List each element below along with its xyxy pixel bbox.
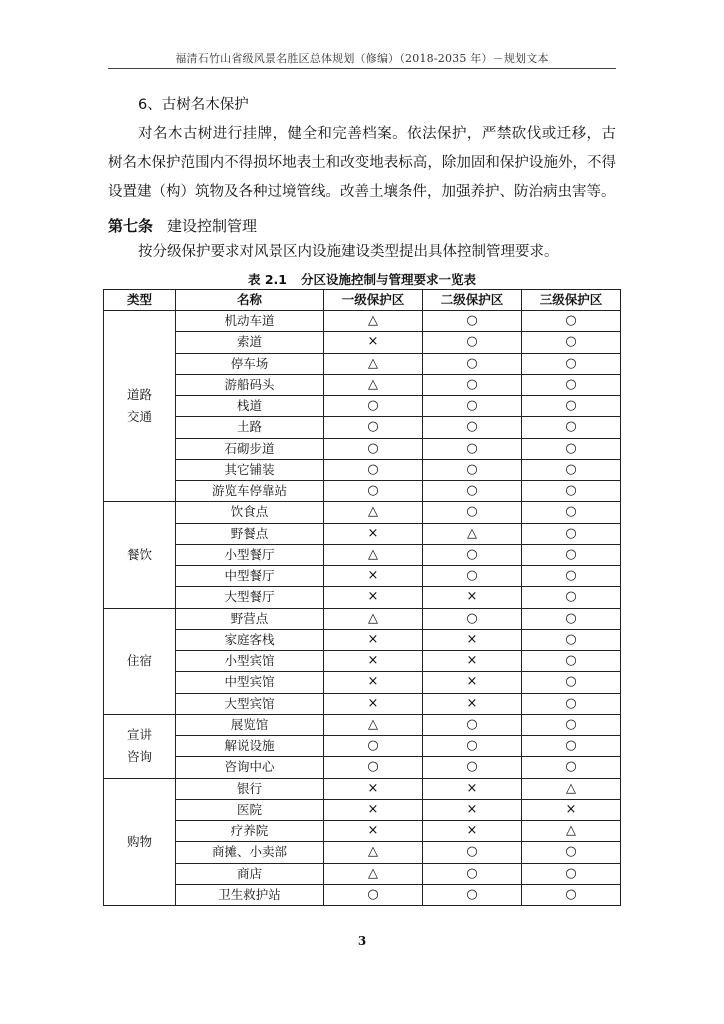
header-level-1: 一级保护区 bbox=[324, 290, 423, 311]
facility-name-cell: 疗养院 bbox=[176, 821, 324, 842]
control-level-2-cell: ○ bbox=[423, 396, 522, 417]
table-body bbox=[104, 311, 621, 906]
table-row bbox=[104, 438, 621, 459]
table-row bbox=[104, 396, 621, 417]
control-level-3-cell: ○ bbox=[522, 481, 621, 502]
table-row bbox=[104, 353, 621, 374]
table-row bbox=[104, 523, 621, 544]
category-label: 宣讲 bbox=[126, 727, 152, 743]
control-level-1-cell: ○ bbox=[324, 438, 423, 459]
table-row bbox=[104, 459, 621, 480]
facility-name-cell: 游览车停靠站 bbox=[176, 481, 324, 502]
control-level-2-cell: × bbox=[423, 799, 522, 820]
category-label: 交通 bbox=[126, 409, 152, 425]
table-row bbox=[104, 544, 621, 565]
facility-name-cell: 栈道 bbox=[176, 396, 324, 417]
control-level-2-cell: ○ bbox=[423, 736, 522, 757]
control-level-1-cell: × bbox=[324, 332, 423, 353]
control-level-2-cell: ○ bbox=[423, 544, 522, 565]
control-level-1-cell: △ bbox=[324, 842, 423, 863]
control-level-2-cell: ○ bbox=[423, 459, 522, 480]
facility-name-cell: 停车场 bbox=[176, 353, 324, 374]
control-level-2-cell: × bbox=[423, 651, 522, 672]
table-row bbox=[104, 417, 621, 438]
control-level-2-cell: ○ bbox=[423, 332, 522, 353]
control-level-1-cell: ○ bbox=[324, 396, 423, 417]
facility-name-cell: 咨询中心 bbox=[176, 757, 324, 778]
control-level-3-cell: ○ bbox=[522, 459, 621, 480]
facility-name-cell: 大型宾馆 bbox=[176, 693, 324, 714]
control-level-3-cell: ○ bbox=[522, 608, 621, 629]
control-level-3-cell: ○ bbox=[522, 651, 621, 672]
table-row bbox=[104, 502, 621, 523]
control-level-1-cell: △ bbox=[324, 353, 423, 374]
control-level-1-cell: × bbox=[324, 778, 423, 799]
facility-name-cell: 银行 bbox=[176, 778, 324, 799]
control-level-1-cell: ○ bbox=[324, 417, 423, 438]
facility-name-cell: 其它铺装 bbox=[176, 459, 324, 480]
control-level-2-cell: ○ bbox=[423, 757, 522, 778]
control-level-3-cell: ○ bbox=[522, 629, 621, 650]
table-caption bbox=[108, 270, 616, 288]
table-row bbox=[104, 629, 621, 650]
category-label: 餐饮 bbox=[126, 546, 152, 562]
header-name: 名称 bbox=[176, 290, 324, 311]
facility-name-cell: 索道 bbox=[176, 332, 324, 353]
facility-name-cell: 饮食点 bbox=[176, 502, 324, 523]
section-heading: 6、古树名木保护 bbox=[138, 97, 249, 113]
control-level-2-cell: ○ bbox=[423, 884, 522, 905]
facility-name-cell: 卫生救护站 bbox=[176, 884, 324, 905]
header-type: 类型 bbox=[104, 290, 176, 311]
control-level-1-cell: × bbox=[324, 693, 423, 714]
control-level-2-cell: × bbox=[423, 693, 522, 714]
facility-name-cell: 中型餐厅 bbox=[176, 566, 324, 587]
control-level-3-cell: ○ bbox=[522, 523, 621, 544]
control-level-2-cell: × bbox=[423, 778, 522, 799]
control-level-2-cell: ○ bbox=[423, 481, 522, 502]
control-level-1-cell: × bbox=[324, 587, 423, 608]
table-row bbox=[104, 736, 621, 757]
header-level-2: 二级保护区 bbox=[423, 290, 522, 311]
facility-name-cell: 展览馆 bbox=[176, 714, 324, 735]
control-level-3-cell: ○ bbox=[522, 736, 621, 757]
control-level-1-cell: △ bbox=[324, 502, 423, 523]
article-number: 第七条 bbox=[108, 217, 154, 235]
control-level-2-cell: × bbox=[423, 821, 522, 842]
page-header: 福清石竹山省级风景名胜区总体规划（修编）（2018-2035 年）－规划文本 bbox=[175, 52, 549, 65]
control-level-1-cell: ○ bbox=[324, 757, 423, 778]
facility-name-cell: 石砌步道 bbox=[176, 438, 324, 459]
control-level-3-cell: ○ bbox=[522, 587, 621, 608]
table-row bbox=[104, 587, 621, 608]
control-level-3-cell: ○ bbox=[522, 332, 621, 353]
control-level-2-cell: × bbox=[423, 587, 522, 608]
category-label: 住宿 bbox=[126, 653, 152, 669]
control-level-2-cell: × bbox=[423, 672, 522, 693]
table-row bbox=[104, 799, 621, 820]
control-level-3-cell: ○ bbox=[522, 757, 621, 778]
page-number: 3 bbox=[357, 934, 367, 948]
control-level-1-cell: × bbox=[324, 821, 423, 842]
control-level-1-cell: × bbox=[324, 799, 423, 820]
section-body: 对名木古树进行挂牌，健全和完善档案。依法保护，严禁砍伐或迁移，古树名木保护范围内不得损坏地表土和改变地表标高，除加固和保护设施外，不得设置建（构）筑物及各种过境管线。改善土壤条件，加强养护、防治病虫害等。 bbox=[108, 126, 616, 200]
control-level-1-cell: × bbox=[324, 672, 423, 693]
table-row bbox=[104, 714, 621, 735]
facility-name-cell: 土路 bbox=[176, 417, 324, 438]
category-cell bbox=[104, 608, 176, 714]
facility-name-cell: 医院 bbox=[176, 799, 324, 820]
category-label: 购物 bbox=[126, 833, 152, 849]
control-level-2-cell: △ bbox=[423, 523, 522, 544]
facility-name-cell: 家庭客栈 bbox=[176, 629, 324, 650]
control-level-3-cell: ○ bbox=[522, 311, 621, 332]
control-level-2-cell: ○ bbox=[423, 353, 522, 374]
control-level-2-cell: ○ bbox=[423, 417, 522, 438]
control-level-2-cell: ○ bbox=[423, 842, 522, 863]
category-cell bbox=[104, 714, 176, 778]
header-level-3: 三级保护区 bbox=[522, 290, 621, 311]
control-level-2-cell: ○ bbox=[423, 311, 522, 332]
control-level-1-cell: ○ bbox=[324, 459, 423, 480]
table-header-row bbox=[104, 290, 621, 311]
control-level-1-cell: △ bbox=[324, 311, 423, 332]
control-level-2-cell: ○ bbox=[423, 374, 522, 395]
category-label: 道路 bbox=[126, 387, 152, 403]
facility-name-cell: 野营点 bbox=[176, 608, 324, 629]
control-level-1-cell: ○ bbox=[324, 481, 423, 502]
facility-name-cell: 解说设施 bbox=[176, 736, 324, 757]
control-level-3-cell: × bbox=[522, 799, 621, 820]
control-level-3-cell: ○ bbox=[522, 374, 621, 395]
table-row bbox=[104, 693, 621, 714]
control-level-1-cell: × bbox=[324, 651, 423, 672]
table-row bbox=[104, 757, 621, 778]
control-level-3-cell: ○ bbox=[522, 396, 621, 417]
category-cell bbox=[104, 502, 176, 608]
article-intro: 按分级保护要求对风景区内设施建设类型提出具体控制管理要求。 bbox=[138, 244, 559, 260]
control-level-3-cell: ○ bbox=[522, 502, 621, 523]
control-level-2-cell: ○ bbox=[423, 714, 522, 735]
article-title: 建设控制管理 bbox=[167, 217, 258, 235]
control-level-1-cell: △ bbox=[324, 714, 423, 735]
control-level-3-cell: ○ bbox=[522, 566, 621, 587]
facility-name-cell: 机动车道 bbox=[176, 311, 324, 332]
control-level-1-cell: ○ bbox=[324, 884, 423, 905]
table-caption-number: 表 2.1 bbox=[247, 272, 287, 287]
table-row bbox=[104, 374, 621, 395]
control-level-2-cell: ○ bbox=[423, 566, 522, 587]
control-level-3-cell: ○ bbox=[522, 842, 621, 863]
facility-name-cell: 野餐点 bbox=[176, 523, 324, 544]
header-divider bbox=[108, 68, 616, 69]
control-level-1-cell: △ bbox=[324, 608, 423, 629]
control-level-1-cell: × bbox=[324, 566, 423, 587]
table-row bbox=[104, 566, 621, 587]
article-heading bbox=[108, 215, 257, 236]
table-row bbox=[104, 481, 621, 502]
control-level-3-cell: ○ bbox=[522, 544, 621, 565]
facility-name-cell: 小型宾馆 bbox=[176, 651, 324, 672]
facility-name-cell: 中型宾馆 bbox=[176, 672, 324, 693]
category-label: 咨询 bbox=[126, 749, 152, 765]
table-row bbox=[104, 672, 621, 693]
table-row bbox=[104, 608, 621, 629]
control-level-3-cell: ○ bbox=[522, 438, 621, 459]
control-level-3-cell: ○ bbox=[522, 672, 621, 693]
facility-name-cell: 游船码头 bbox=[176, 374, 324, 395]
control-level-1-cell: × bbox=[324, 629, 423, 650]
facility-name-cell: 商摊、小卖部 bbox=[176, 842, 324, 863]
facility-name-cell: 商店 bbox=[176, 863, 324, 884]
table-row bbox=[104, 863, 621, 884]
control-level-1-cell: ○ bbox=[324, 736, 423, 757]
table-row bbox=[104, 332, 621, 353]
control-level-1-cell: △ bbox=[324, 863, 423, 884]
control-level-3-cell: ○ bbox=[522, 693, 621, 714]
control-level-3-cell: ○ bbox=[522, 353, 621, 374]
control-level-1-cell: △ bbox=[324, 544, 423, 565]
table-caption-title: 分区设施控制与管理要求一览表 bbox=[300, 272, 476, 287]
control-level-2-cell: ○ bbox=[423, 502, 522, 523]
control-level-1-cell: △ bbox=[324, 374, 423, 395]
control-level-3-cell: ○ bbox=[522, 714, 621, 735]
control-level-1-cell: × bbox=[324, 523, 423, 544]
control-level-3-cell: △ bbox=[522, 821, 621, 842]
table-row bbox=[104, 651, 621, 672]
control-level-2-cell: ○ bbox=[423, 863, 522, 884]
category-cell bbox=[104, 311, 176, 502]
control-level-2-cell: × bbox=[423, 629, 522, 650]
facility-name-cell: 大型餐厅 bbox=[176, 587, 324, 608]
table-row bbox=[104, 821, 621, 842]
control-level-2-cell: ○ bbox=[423, 438, 522, 459]
control-level-2-cell: ○ bbox=[423, 608, 522, 629]
control-level-3-cell: ○ bbox=[522, 884, 621, 905]
category-cell bbox=[104, 778, 176, 906]
table-row bbox=[104, 884, 621, 905]
control-level-3-cell: △ bbox=[522, 778, 621, 799]
table-row bbox=[104, 778, 621, 799]
table-row bbox=[104, 311, 621, 332]
control-level-3-cell: ○ bbox=[522, 863, 621, 884]
table-row bbox=[104, 842, 621, 863]
facility-control-table bbox=[103, 289, 621, 906]
facility-name-cell: 小型餐厅 bbox=[176, 544, 324, 565]
control-level-3-cell: ○ bbox=[522, 417, 621, 438]
